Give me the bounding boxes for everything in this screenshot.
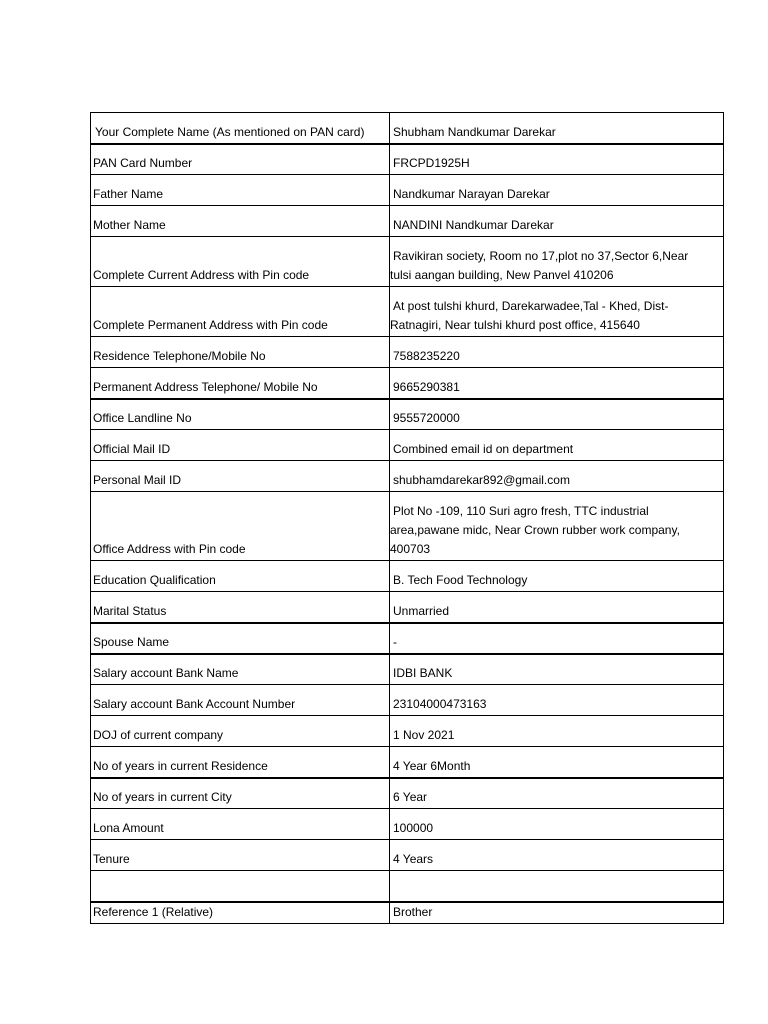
- row-label: Complete Permanent Address with Pin code: [91, 287, 390, 337]
- row-label: Residence Telephone/Mobile No: [91, 337, 390, 368]
- row-value: Nandkumar Narayan Darekar: [390, 175, 724, 206]
- table-row: [91, 654, 724, 685]
- row-value: Shubham Nandkumar Darekar: [390, 113, 724, 144]
- row-label: Mother Name: [91, 206, 390, 237]
- row-label: Office Landline No: [91, 399, 390, 430]
- row-label: Salary account Bank Account Number: [91, 685, 390, 716]
- table-row: [91, 809, 724, 840]
- row-value: 4 Years: [390, 840, 724, 871]
- table-row: [91, 337, 724, 368]
- table-row: [91, 747, 724, 778]
- row-label: Your Complete Name (As mentioned on PAN card): [91, 113, 390, 144]
- row-value: 23104000473163: [390, 685, 724, 716]
- row-value: [390, 871, 724, 902]
- row-label: Reference 1 (Relative): [91, 902, 390, 924]
- table-row: [91, 623, 724, 654]
- value-line: tulsi aangan building, New Panvel 410206: [390, 268, 614, 282]
- table-row: [91, 902, 724, 924]
- row-value: shubhamdarekar892@gmail.com: [390, 461, 724, 492]
- value-line: Ravikiran society, Room no 17,plot no 37,Sector 6,Near: [393, 249, 689, 263]
- table-row: [91, 778, 724, 809]
- row-value: 1 Nov 2021: [390, 716, 724, 747]
- row-label: Official Mail ID: [91, 430, 390, 461]
- row-label: No of years in current City: [91, 778, 390, 809]
- row-label: No of years in current Residence: [91, 747, 390, 778]
- table-row: [91, 492, 724, 561]
- table-row: [91, 399, 724, 430]
- row-value: -: [390, 623, 724, 654]
- table-row: [91, 237, 724, 287]
- row-label: Complete Current Address with Pin code: [91, 237, 390, 287]
- row-label: Personal Mail ID: [91, 461, 390, 492]
- row-value: 9665290381: [390, 368, 724, 399]
- table-row: [91, 175, 724, 206]
- row-value: 9555720000: [390, 399, 724, 430]
- row-value: IDBI BANK: [390, 654, 724, 685]
- value-line: At post tulshi khurd, Darekarwadee,Tal - Khed, Dist-: [393, 299, 669, 313]
- row-label: Marital Status: [91, 592, 390, 623]
- row-label: Office Address with Pin code: [91, 492, 390, 561]
- table-row: [91, 144, 724, 175]
- table-row: [91, 206, 724, 237]
- row-value: 100000: [390, 809, 724, 840]
- row-value: [390, 287, 724, 337]
- table-row: [91, 716, 724, 747]
- value-line: Ratnagiri, Near tulshi khurd post office, 415640: [390, 318, 640, 332]
- row-label: Lona Amount: [91, 809, 390, 840]
- row-value: Combined email id on department: [390, 430, 724, 461]
- row-value: Brother: [390, 902, 724, 924]
- table-row: [91, 113, 724, 144]
- row-label: DOJ of current company: [91, 716, 390, 747]
- row-value: B. Tech Food Technology: [390, 561, 724, 592]
- row-label: Education Qualification: [91, 561, 390, 592]
- row-value: 7588235220: [390, 337, 724, 368]
- table-row: [91, 430, 724, 461]
- row-label: Father Name: [91, 175, 390, 206]
- value-line: area,pawane midc, Near Crown rubber work company,: [390, 523, 680, 537]
- row-value: Unmarried: [390, 592, 724, 623]
- row-label: Spouse Name: [91, 623, 390, 654]
- row-value: FRCPD1925H: [390, 144, 724, 175]
- table-row: [91, 461, 724, 492]
- empty-row: [91, 871, 724, 902]
- row-value: 4 Year 6Month: [390, 747, 724, 778]
- table-row: [91, 592, 724, 623]
- table-row: [91, 561, 724, 592]
- row-label: [91, 871, 390, 902]
- value-line: Plot No -109, 110 Suri agro fresh, TTC industrial: [393, 504, 649, 518]
- row-value: [390, 237, 724, 287]
- applicant-details-table: [90, 112, 724, 924]
- table-row: [91, 368, 724, 399]
- row-label: Permanent Address Telephone/ Mobile No: [91, 368, 390, 399]
- row-label: Salary account Bank Name: [91, 654, 390, 685]
- value-line: 400703: [390, 542, 431, 556]
- row-value: [390, 492, 724, 561]
- row-label: Tenure: [91, 840, 390, 871]
- row-value: 6 Year: [390, 778, 724, 809]
- row-label: PAN Card Number: [91, 144, 390, 175]
- table-row: [91, 287, 724, 337]
- table-row: [91, 840, 724, 871]
- table-row: [91, 685, 724, 716]
- row-value: NANDINI Nandkumar Darekar: [390, 206, 724, 237]
